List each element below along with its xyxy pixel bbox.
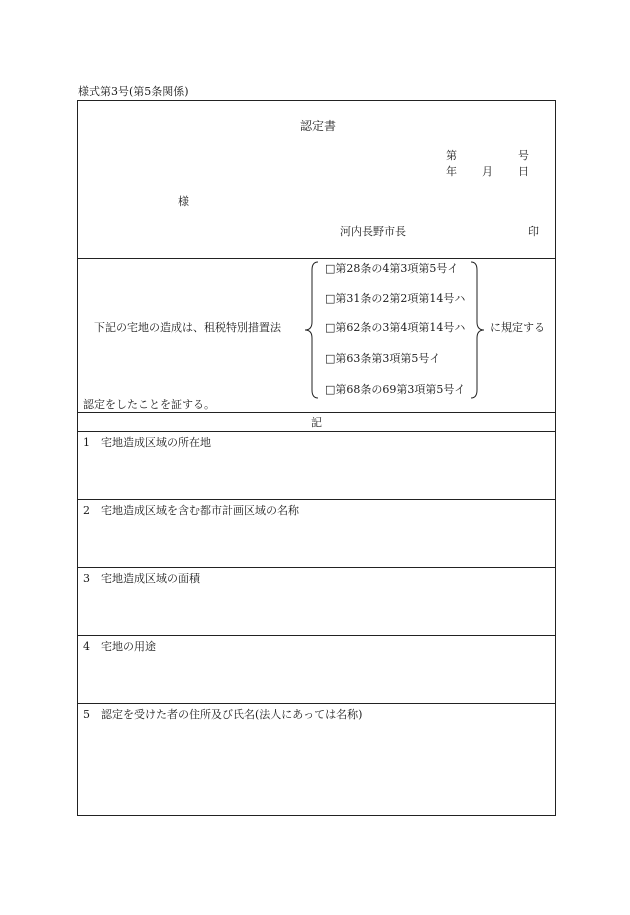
divider-header	[77, 258, 556, 259]
divider-item-2	[77, 567, 556, 568]
divider-item-3	[77, 635, 556, 636]
option-item-4: □第63条第3項第5号イ	[325, 352, 441, 365]
date-day: 日	[518, 165, 529, 178]
item-label-planning-area: 宅地造成区域を含む都市計画区域の名称	[101, 504, 299, 517]
certificate-title: 認定書	[300, 119, 337, 133]
addressee-suffix: 様	[178, 195, 189, 208]
item-number: 3	[83, 572, 90, 585]
record-heading: 記	[311, 416, 322, 429]
option-item-1: □第28条の4第3項第5号イ	[325, 262, 459, 275]
certification-closing: 認定をしたことを証する。	[83, 398, 215, 411]
option-item-5: □第68条の69第3項第5号イ	[325, 383, 466, 396]
item-label-area-size: 宅地造成区域の面積	[101, 572, 200, 585]
number-prefix: 第	[446, 149, 457, 162]
certification-lead: 下記の宅地の造成は、租税特別措置法	[94, 321, 281, 334]
divider-item-1	[77, 499, 556, 500]
issuer-name: 河内長野市長	[340, 225, 406, 238]
seal-mark: 印	[528, 225, 539, 238]
item-label-recipient: 認定を受けた者の住所及び氏名(法人にあっては名称)	[101, 708, 363, 721]
item-label-land-use: 宅地の用途	[101, 640, 156, 653]
option-item-3: □第62条の3第4項第14号ハ	[325, 321, 466, 334]
right-brace-icon	[469, 260, 487, 400]
item-number: 1	[83, 436, 90, 449]
option-item-2: □第31条の2第2項第14号ハ	[325, 292, 466, 305]
item-number: 2	[83, 504, 90, 517]
left-brace-icon	[302, 260, 320, 400]
item-number: 4	[83, 640, 90, 653]
date-month: 月	[482, 165, 493, 178]
divider-item-4	[77, 703, 556, 704]
date-year: 年	[446, 165, 457, 178]
number-suffix: 号	[518, 149, 529, 162]
form-label: 様式第3号(第5条関係)	[78, 85, 189, 98]
certification-trail: に規定する	[490, 321, 545, 334]
item-label-location: 宅地造成区域の所在地	[101, 436, 211, 449]
divider-certification	[77, 412, 556, 413]
divider-record-heading	[77, 431, 556, 432]
item-number: 5	[83, 708, 90, 721]
